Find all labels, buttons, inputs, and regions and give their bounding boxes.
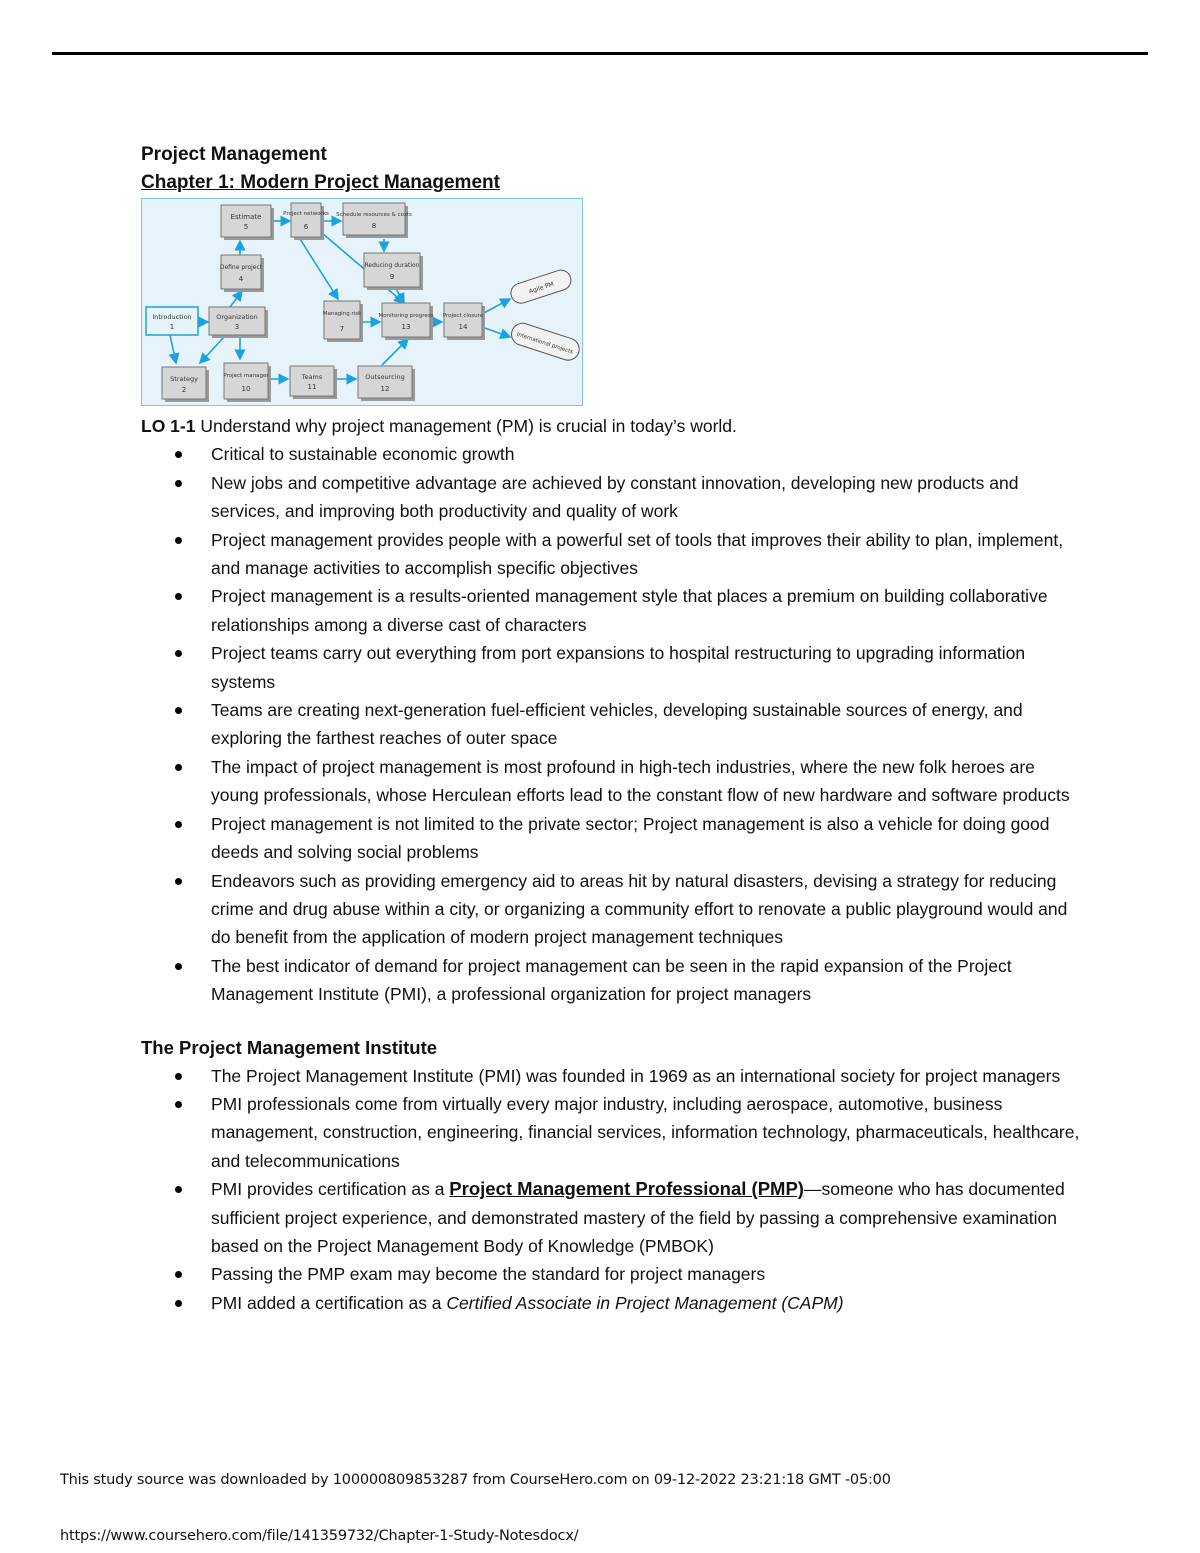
list-item: The impact of project management is most profound in high-tech industries, where the new folk heroes are young professionals, whose Herculean efforts lead to the constant flow of new hardware and software products <box>141 753 1081 810</box>
chapter-roadmap-diagram <box>141 198 583 406</box>
svg-text:6: 6 <box>303 223 309 231</box>
node-schedule-resources <box>336 203 412 238</box>
svg-text:Organization: Organization <box>216 313 258 321</box>
bullet-icon <box>175 821 182 828</box>
node-strategy <box>162 367 209 402</box>
svg-text:Schedule resources & costs: Schedule resources & costs <box>336 212 412 218</box>
arrow-closure-international <box>482 327 510 337</box>
list-item: Teams are creating next-generation fuel-efficient vehicles, developing sustainable sources of energy, and exploring the farthest reaches of outer space <box>141 696 1081 753</box>
pmi-bullet-list <box>141 1062 1081 1318</box>
list-item: Endeavors such as providing emergency aid to areas hit by natural disasters, devising a strategy for reducing crime and drug abuse within a city, or organizing a community effort to renovate a public playground would and do benefit from the application of modern project management techniques <box>141 867 1081 952</box>
download-notice: This study source was downloaded by 100000809853287 from CourseHero.com on 09-12-2022 23:21:18 GMT -05:00 <box>60 1472 891 1488</box>
svg-text:12: 12 <box>380 385 390 393</box>
node-project-closure <box>443 303 485 340</box>
diagram-arrows <box>170 221 510 379</box>
list-item: Passing the PMP exam may become the standard for project managers <box>141 1260 1081 1288</box>
svg-text:Project closure: Project closure <box>442 313 484 319</box>
bullet-icon <box>175 650 182 657</box>
bullet-icon <box>175 764 182 771</box>
cloud-agile-pm <box>508 268 573 306</box>
svg-text:Project networks: Project networks <box>283 211 329 217</box>
svg-text:1: 1 <box>169 323 175 331</box>
capm-text: Certified Associate in Project Management (CAPM) <box>446 1292 844 1313</box>
svg-text:13: 13 <box>401 323 411 331</box>
lo-code: LO 1-1 <box>141 416 196 436</box>
list-item: Critical to sustainable economic growth <box>141 440 1081 468</box>
svg-text:14: 14 <box>458 323 468 331</box>
document-content <box>141 141 1081 1317</box>
svg-text:11: 11 <box>307 383 317 391</box>
svg-text:Define project: Define project <box>219 264 263 271</box>
bullet-icon <box>175 480 182 487</box>
svg-text:9: 9 <box>389 273 395 281</box>
list-item: New jobs and competitive advantage are achieved by constant innovation, developing new products and services, and improving both productivity and quality of work <box>141 469 1081 526</box>
list-item: Project teams carry out everything from port expansions to hospital restructuring to upgrading information systems <box>141 639 1081 696</box>
bullet-icon <box>175 707 182 714</box>
svg-text:Teams: Teams <box>301 373 323 381</box>
list-item: PMI added a certification as a Certified Associate in Project Management (CAPM) <box>141 1289 1081 1317</box>
svg-text:7: 7 <box>339 325 345 333</box>
list-item: The Project Management Institute (PMI) was founded in 1969 as an international society for project managers <box>141 1062 1081 1090</box>
svg-text:2: 2 <box>181 386 187 394</box>
node-define-project <box>220 255 264 292</box>
node-estimate <box>221 205 274 240</box>
pmi-section-heading: The Project Management Institute <box>141 1036 438 1058</box>
bullet-icon <box>175 963 182 970</box>
bullet-icon <box>175 1186 182 1193</box>
arrow-outsourcing-monitor <box>382 339 408 365</box>
svg-text:10: 10 <box>241 385 251 393</box>
svg-text:Strategy: Strategy <box>170 375 198 383</box>
source-url[interactable]: https://www.coursehero.com/file/141359732/Chapter-1-Study-Notesdocx/ <box>60 1528 579 1544</box>
svg-text:4: 4 <box>238 275 244 283</box>
bullet-icon <box>175 537 182 544</box>
list-item: The best indicator of demand for project management can be seen in the rapid expansion of the Project Management Institute (PMI), a professional organization for project managers <box>141 952 1081 1009</box>
bullet-icon <box>175 593 182 600</box>
node-managing-risk <box>323 301 363 342</box>
arrow-intro-strategy <box>170 335 176 363</box>
bullet-icon <box>175 1271 182 1278</box>
node-monitoring-progress <box>379 303 434 340</box>
svg-text:Introduction: Introduction <box>152 313 192 321</box>
bullet-icon <box>175 878 182 885</box>
svg-text:5: 5 <box>243 223 249 231</box>
list-item: Project management is not limited to the private sector; Project management is also a vehicle for doing good deeds and solving social problems <box>141 810 1081 867</box>
node-reducing-duration <box>364 253 423 290</box>
list-item: Project management provides people with a powerful set of tools that improves their ability to plan, implement, and manage activities to accomplish specific objectives <box>141 526 1081 583</box>
roadmap-svg <box>142 199 584 407</box>
node-organization <box>209 307 268 338</box>
node-outsourcing <box>358 366 415 401</box>
svg-text:International projects: International projects <box>515 331 574 356</box>
svg-text:3: 3 <box>234 323 240 331</box>
arrow-org-strategy <box>200 335 226 363</box>
list-item: PMI provides certification as a Project Management Professional (PMP)—someone who has documented sufficient project experience, and demonstrated mastery of the field by passing a comprehensive examination based on the Project Management Body of Knowledge (PMBOK) <box>141 1175 1081 1260</box>
svg-text:Managing risk: Managing risk <box>322 311 362 317</box>
svg-text:Estimate: Estimate <box>230 213 262 221</box>
pmp-link[interactable]: Project Management Professional (PMP) <box>449 1178 804 1200</box>
arrow-closure-agile <box>482 299 510 314</box>
arrow-org-define <box>230 291 242 307</box>
bullet-icon <box>175 1300 182 1307</box>
svg-text:Monitoring progress: Monitoring progress <box>378 313 434 319</box>
node-project-manager <box>223 363 271 402</box>
list-item: Project management is a results-oriented management style that places a premium on building collaborative relationships among a diverse cast of characters <box>141 582 1081 639</box>
svg-text:Reducing duration: Reducing duration <box>364 262 420 269</box>
learning-objective <box>141 412 1081 440</box>
arrow-networks-risk <box>300 239 338 299</box>
svg-text:Outsourcing: Outsourcing <box>365 373 405 381</box>
chapter-heading: Chapter 1: Modern Project Management <box>141 172 500 193</box>
bullet-icon <box>175 451 182 458</box>
bullet-icon <box>175 1101 182 1108</box>
list-item: PMI professionals come from virtually every major industry, including aerospace, automotive, business management, construction, engineering, financial services, information technology, pharmaceuticals, healthcare, and telecommunications <box>141 1090 1081 1175</box>
top-rule <box>52 52 1148 55</box>
document-title: Project Management <box>141 144 327 165</box>
lo-text: Understand why project management (PM) is crucial in today’s world. <box>195 416 737 436</box>
svg-text:8: 8 <box>371 222 377 230</box>
bullet-icon <box>175 1073 182 1080</box>
lo-bullet-list <box>141 440 1081 1008</box>
cloud-international-projects <box>509 320 582 363</box>
svg-text:Project manager: Project manager <box>223 373 269 379</box>
node-teams <box>290 366 337 399</box>
svg-text:Agile PM: Agile PM <box>528 280 555 296</box>
node-introduction <box>146 307 198 335</box>
